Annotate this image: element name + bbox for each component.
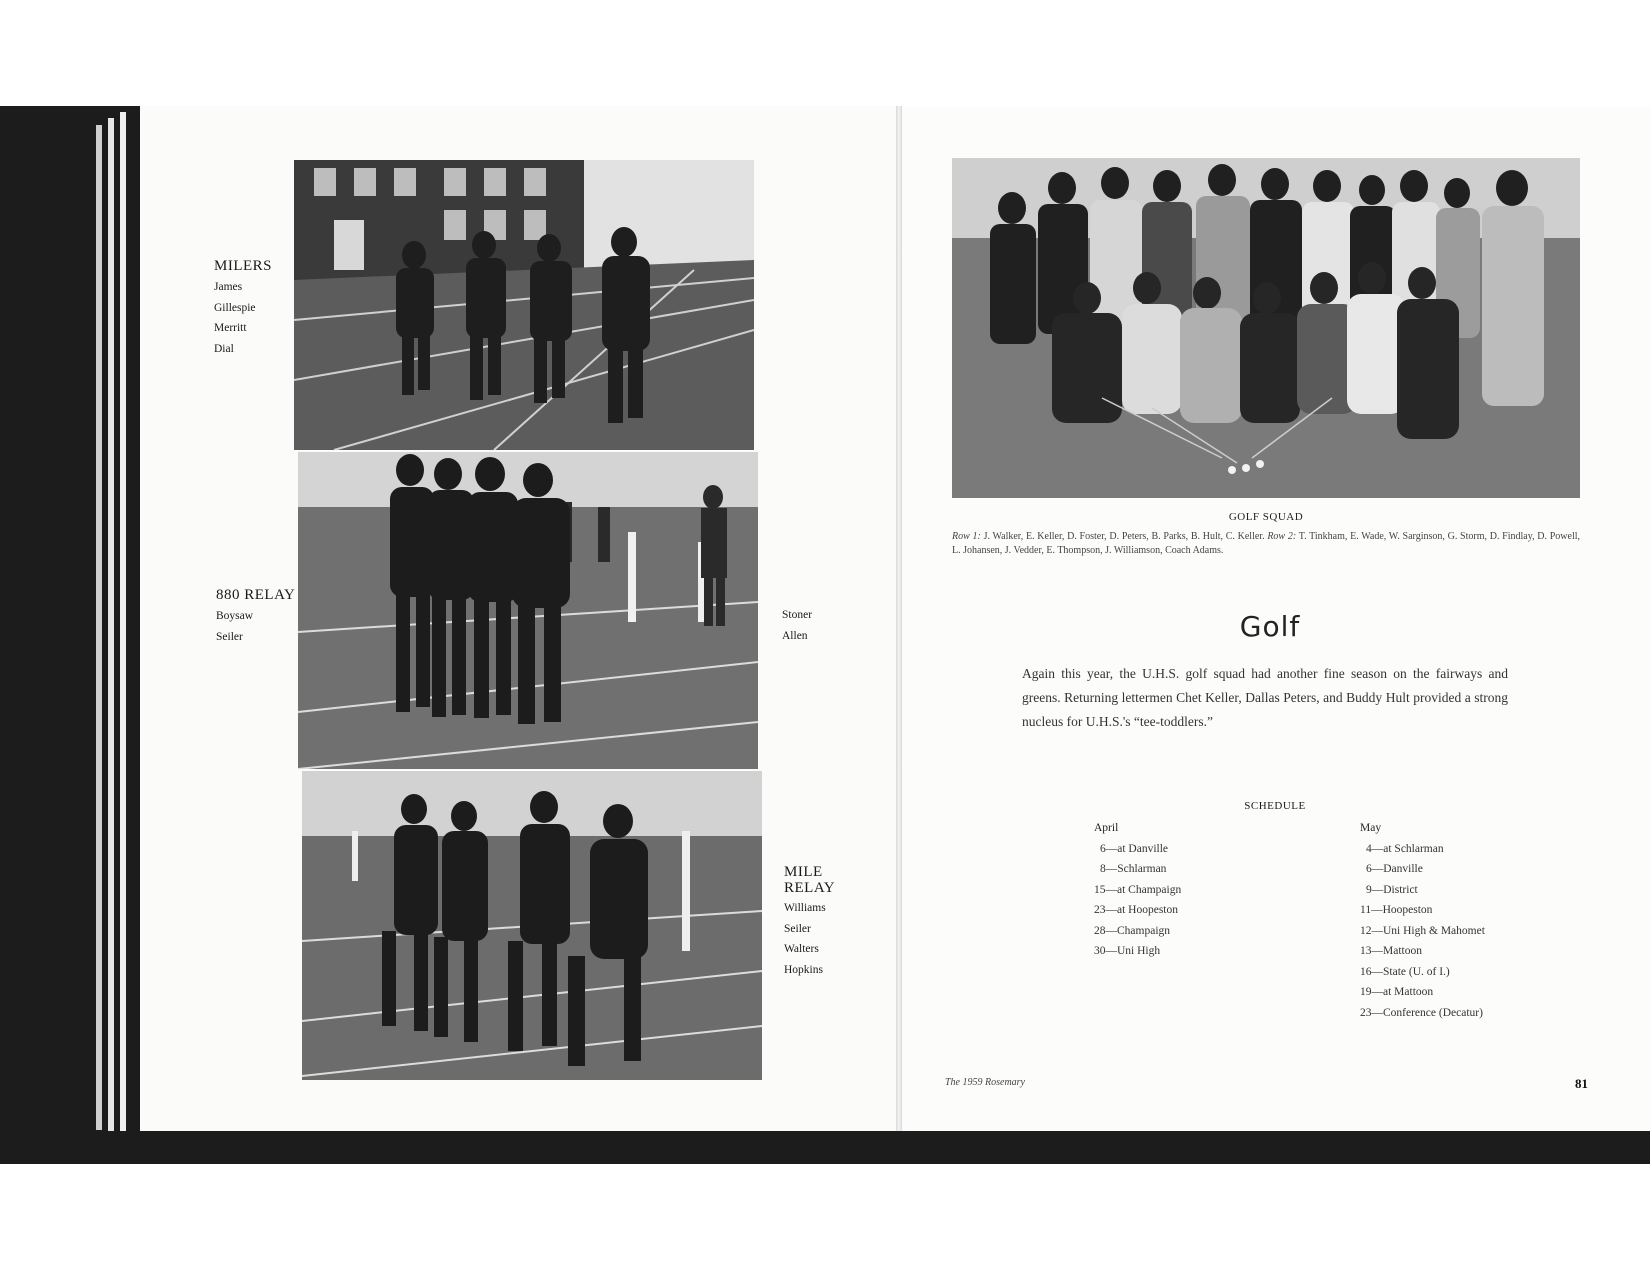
milers-photo: [294, 160, 754, 450]
schedule-item: 15—at Champaign: [1094, 883, 1182, 896]
page-number: 81: [1575, 1076, 1588, 1091]
golf-squad-photo: [952, 158, 1580, 498]
milers-title: MILERS: [214, 258, 273, 274]
schedule-may: [1360, 818, 1485, 1023]
880-relay-caption: [216, 587, 295, 647]
schedule-month-may: May: [1360, 822, 1382, 834]
schedule-item: 13—Mattoon: [1360, 945, 1422, 957]
row2-names: T. Tinkham, E. Wade, W. Sarginson, G. Storm, D. Findlay, D. Powell, L. Johansen, J. Vedder, E. Thompson, J. Williamson, Coach Adams.: [952, 531, 1581, 556]
schedule-item: 11—Hoopeston: [1360, 904, 1433, 916]
schedule-item: 28—Champaign: [1094, 924, 1171, 937]
schedule-title: SCHEDULE: [1244, 800, 1306, 812]
mile-relay-name: Seiler: [784, 922, 811, 935]
milers-caption: [214, 258, 272, 359]
mile-relay-photo: [302, 771, 762, 1080]
page-edge-stack: [120, 112, 126, 1131]
mile-relay-title-1: MILE: [784, 864, 823, 880]
880-relay-caption-right: [782, 605, 812, 646]
relay-name: Allen: [782, 629, 808, 642]
880-relay-photo: [298, 452, 758, 769]
miler-name: Gillespie: [214, 301, 256, 314]
row2-label: Row 2:: [1267, 531, 1297, 542]
880-relay-title: 880 RELAY: [216, 587, 296, 603]
mile-relay-title-2: RELAY: [784, 880, 836, 896]
schedule-item: 8—Schlarman: [1100, 863, 1167, 875]
mile-relay-name: Hopkins: [784, 963, 823, 976]
schedule-item: 19—at Mattoon: [1360, 986, 1434, 998]
golf-squad-caption: [952, 510, 1580, 558]
mile-relay-name: Walters: [784, 943, 819, 955]
schedule-item: 6—Danville: [1366, 863, 1423, 875]
schedule-item: 12—Uni High & Mahomet: [1360, 924, 1485, 937]
row1-label: Row 1:: [952, 531, 981, 542]
schedule-april: [1094, 818, 1181, 962]
golf-heading: Golf: [1239, 610, 1301, 643]
schedule-item: 16—State (U. of I.): [1360, 965, 1450, 978]
golf-squad-caption-title: GOLF SQUAD: [1228, 511, 1304, 523]
miler-name: James: [214, 281, 243, 293]
relay-name: Stoner: [782, 609, 813, 621]
schedule-item: 6—at Danville: [1100, 842, 1169, 855]
golf-squad-caption-names: [952, 530, 1580, 558]
footer-yearbook-title: The 1959 Rosemary: [945, 1077, 1025, 1088]
relay-name: Seiler: [216, 630, 243, 643]
mile-relay-caption: [784, 864, 835, 980]
schedule-item: 23—Conference (Decatur): [1360, 1006, 1483, 1019]
schedule-item: 30—Uni High: [1094, 945, 1161, 957]
relay-name: Boysaw: [216, 610, 254, 622]
row1-names: J. Walker, E. Keller, D. Foster, D. Peters, B. Parks, B. Hult, C. Keller.: [983, 531, 1265, 542]
miler-name: Dial: [214, 342, 234, 355]
schedule-month-april: April: [1094, 822, 1119, 834]
page-edge-stack: [96, 125, 102, 1130]
schedule-item: 9—District: [1366, 883, 1418, 896]
schedule-item: 23—at Hoopeston: [1094, 904, 1179, 916]
book-gutter: [896, 106, 902, 1131]
page-edge-stack: [108, 118, 114, 1131]
schedule-item: 4—at Schlarman: [1366, 842, 1444, 855]
golf-body-text: Again this year, the U.H.S. golf squad had another fine season on the fairways and greens. Returning lettermen Chet Keller, Dallas Peters, and Buddy Hult provided a strong nucleus for U.H.S.'s “tee-toddlers.”: [1022, 666, 1508, 729]
miler-name: Merritt: [214, 322, 247, 334]
mile-relay-name: Williams: [784, 902, 826, 914]
